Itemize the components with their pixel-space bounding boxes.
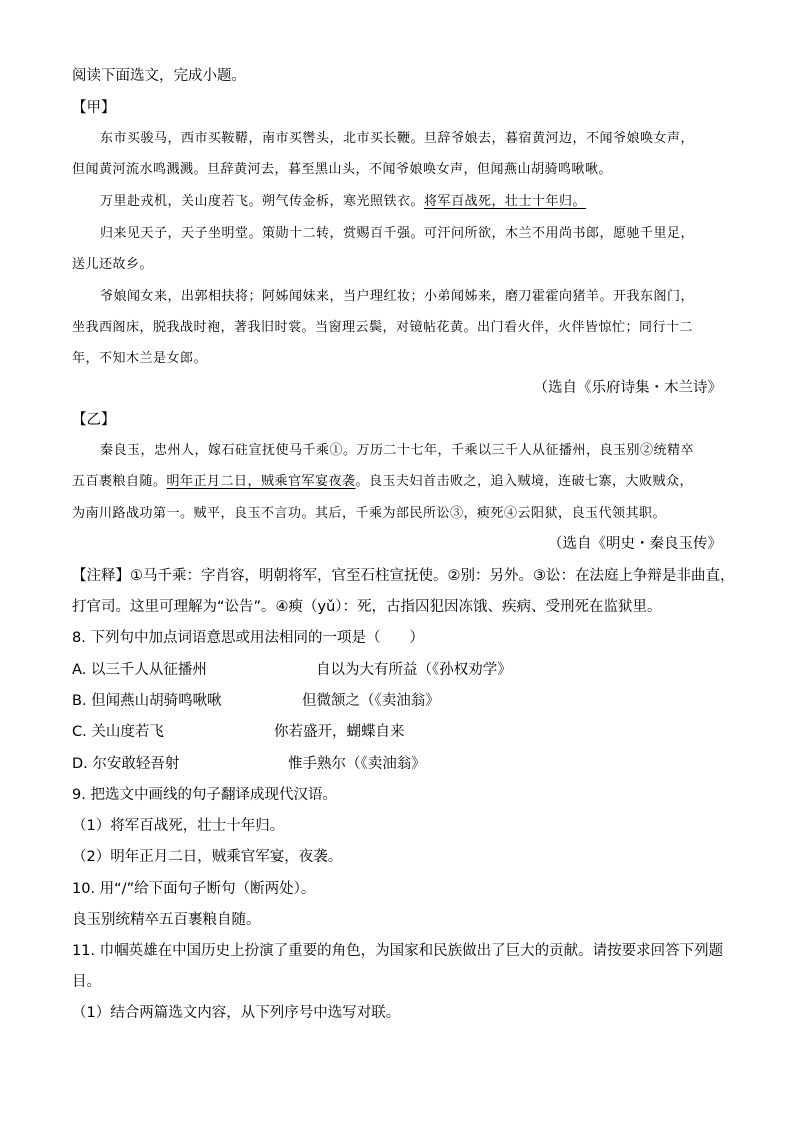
notes-line: 打官司。这里可理解为“讼告”。④瘐（yǔ）：死，古指囚犯因冻饿、疾病、受刑死在监狱里。: [72, 599, 662, 615]
poem-line: [100, 192, 586, 212]
poem-line: 东市买骏马，西市买鞍鞯，南市买辔头，北市买长鞭。旦辞爷娘去，暮宿黄河边，不闻爷娘唤女声，: [100, 131, 695, 146]
poem-line: 年，不知木兰是女郎。: [72, 351, 208, 366]
notes-line: 【注释】①马千乘：字肖容，明朝将军，官至石柱宣抚使。②别：另外。③讼：在法庭上争辩是非曲直，: [72, 568, 735, 584]
section-label-jia: 【甲】: [72, 100, 116, 116]
option-a-right: 自以为大有所益（《孙权劝学》: [316, 662, 512, 678]
question-11-sub-1: （1）结合两篇选文内容，从下列序号中选写对联。: [72, 1005, 401, 1021]
question-9-stem: 9. 把选文中画线的句子翻译成现代汉语。: [72, 787, 337, 803]
source-citation: （选自《乐府诗集・木兰诗》: [533, 380, 722, 396]
prose-line: 秦良玉，忠州人，嫁石砫宣抚使马千乘①。万历二十七年，千乘以三千人从征播州，良玉别②统精卒: [100, 443, 695, 458]
option-d-right: 惟手熟尔（《卖油翁》: [288, 756, 426, 772]
underlined-sentence: 明年正月二日，贼乘官军宴夜袭: [166, 474, 356, 489]
option-c-right: 你若盛开，蝴蝶自来: [274, 724, 405, 740]
option-b-right: 但微颔之（《卖油翁》: [302, 693, 440, 709]
option-c-left: C. 关山度若飞: [72, 724, 164, 740]
poem-line: 坐我西阁床，脱我战时袍，著我旧时裳。当窗理云鬓，对镜帖花黄。出门看火伴，火伴皆惊忙；同行十二: [72, 320, 694, 335]
poem-line: 归来见天子，天子坐明堂。策勋十二转，赏赐百千强。可汗问所欲，木兰不用尚书郎，愿驰千里足，: [100, 226, 695, 241]
question-10-sentence: 良玉别统精卒五百裹粮自随。: [72, 912, 261, 928]
option-b-left: B. 但闻燕山胡骑鸣啾啾: [72, 693, 222, 709]
prose-text: 。良玉夫妇首击败之，追入贼境，连破七寨，大败贼众，: [355, 474, 694, 489]
prose-line: [72, 472, 693, 492]
question-9-sub-1: （1）将军百战死，壮士十年归。: [72, 818, 285, 834]
underlined-sentence: 将军百战死，壮士十年归。: [424, 194, 587, 209]
option-d-left: D. 尔安敢轻吾射: [72, 756, 180, 772]
poem-line: 送儿还故乡。: [72, 257, 154, 272]
poem-line: 但闻黄河流水鸣溅溅。旦辞黄河去，暮至黑山头，不闻爷娘唤女声，但闻燕山胡骑鸣啾啾。: [72, 162, 613, 177]
prose-line: 为南川路战功第一。贼平，良玉不言功。其后，千乘为部民所讼③，瘐死④云阳狱，良玉代领其职。: [72, 506, 667, 521]
poem-line: 爷娘闻女来，出郭相扶将；阿姊闻妹来，当户理红妆；小弟闻姊来，磨刀霍霍向猪羊。开我东阁门，: [100, 289, 695, 304]
question-9-sub-2: （2）明年正月二日，贼乘官军宴，夜袭。: [72, 849, 343, 865]
option-a-left: A. 以三千人从征播州: [72, 662, 207, 678]
instruction: 阅读下面选文，完成小题。: [72, 68, 246, 84]
question-10-stem: 10. 用“/”给下面句子断句（断两处）。: [72, 881, 316, 897]
question-11-stem-cont: 目。: [72, 974, 101, 990]
question-11-stem: 11. 巾帼英雄在中国历史上扮演了重要的角色，为国家和民族做出了巨大的贡献。请按要求回答下列题: [72, 943, 724, 959]
prose-text: 五百裹粮自随。: [72, 474, 167, 489]
poem-text: 万里赴戎机，关山度若飞。朔气传金柝，寒光照铁衣。: [100, 194, 425, 209]
section-label-yi: 【乙】: [72, 412, 116, 428]
source-citation: （选自《明史・秦良玉传》: [548, 536, 722, 552]
question-8-stem: 8. 下列句中加点词语意思或用法相同的一项是（ ）: [72, 630, 424, 646]
